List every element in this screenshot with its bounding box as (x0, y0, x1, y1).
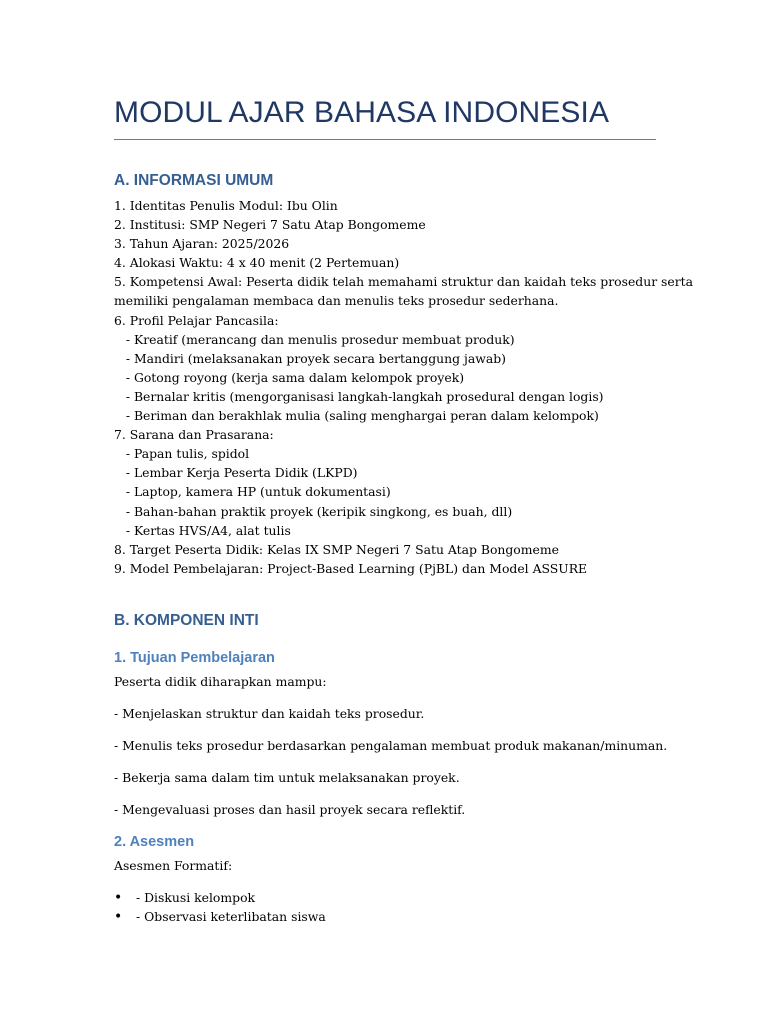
info-line: 1. Identitas Penulis Modul: Ibu Olin (114, 198, 338, 213)
info-line: - Mandiri (melaksanakan proyek secara bertanggung jawab) (114, 350, 506, 366)
tujuan-item: - Menulis teks prosedur berdasarkan pengalaman membuat produk makanan/minuman. (114, 738, 668, 753)
info-line: 7. Sarana dan Prasarana: (114, 427, 274, 443)
section-a-heading: A. INFORMASI UMUM (114, 172, 274, 189)
tujuan-item: - Menjelaskan struktur dan kaidah teks prosedur. (114, 706, 425, 721)
info-line: 8. Target Peserta Didik: Kelas IX SMP Negeri 7 Satu Atap Bongomeme (114, 541, 559, 557)
bullet-text: - Diskusi kelompok (136, 890, 256, 905)
info-line: memiliki pengalaman membaca dan menulis teks prosedur sederhana. (114, 293, 559, 309)
info-line: - Laptop, kamera HP (untuk dokumentasi) (114, 484, 391, 500)
tujuan-intro: Peserta didik diharapkan mampu: (114, 674, 327, 689)
document-title: MODUL AJAR BAHASA INDONESIA (114, 96, 610, 129)
info-line: 2. Institusi: SMP Negeri 7 Satu Atap Bongomeme (114, 217, 426, 233)
info-line: - Beriman dan berakhlak mulia (saling menghargai peran dalam kelompok) (114, 408, 599, 424)
title-underline (114, 139, 656, 140)
info-line: 9. Model Pembelajaran: Project-Based Learning (PjBL) dan Model ASSURE (114, 560, 588, 576)
info-line: 3. Tahun Ajaran: 2025/2026 (114, 236, 290, 252)
asesmen-intro: Asesmen Formatif: (114, 858, 233, 873)
tujuan-item: - Mengevaluasi proses dan hasil proyek secara reflektif. (114, 802, 466, 817)
section-b-heading: B. KOMPONEN INTI (114, 612, 259, 629)
asesmen-bullet-item (114, 888, 255, 908)
info-line: - Bahan-bahan praktik proyek (keripik singkong, es buah, dll) (114, 503, 513, 519)
info-line: 4. Alokasi Waktu: 4 x 40 menit (2 Pertemuan) (114, 255, 400, 271)
asesmen-bullet-item (114, 907, 326, 927)
info-line: 6. Profil Pelajar Pancasila: (114, 312, 279, 328)
bullet-text: - Observasi keterlibatan siswa (136, 909, 326, 924)
bullet-icon: • (114, 890, 123, 906)
tujuan-heading: 1. Tujuan Pembelajaran (114, 650, 275, 666)
informasi-umum-list (114, 196, 694, 578)
tujuan-item: - Bekerja sama dalam tim untuk melaksanakan proyek. (114, 770, 460, 785)
info-line: - Bernalar kritis (mengorganisasi langkah-langkah prosedural dengan logis) (114, 388, 604, 404)
info-line: - Papan tulis, spidol (114, 446, 250, 462)
asesmen-heading: 2. Asesmen (114, 834, 195, 850)
bullet-icon: • (114, 909, 123, 925)
info-line: - Lembar Kerja Peserta Didik (LKPD) (114, 465, 358, 481)
info-line: - Kreatif (merancang dan menulis prosedur membuat produk) (114, 331, 515, 347)
info-line: 5. Kompetensi Awal: Peserta didik telah memahami struktur dan kaidah teks prosedur serta (114, 274, 694, 290)
info-line: - Kertas HVS/A4, alat tulis (114, 522, 291, 538)
info-line: - Gotong royong (kerja sama dalam kelompok proyek) (114, 369, 465, 385)
